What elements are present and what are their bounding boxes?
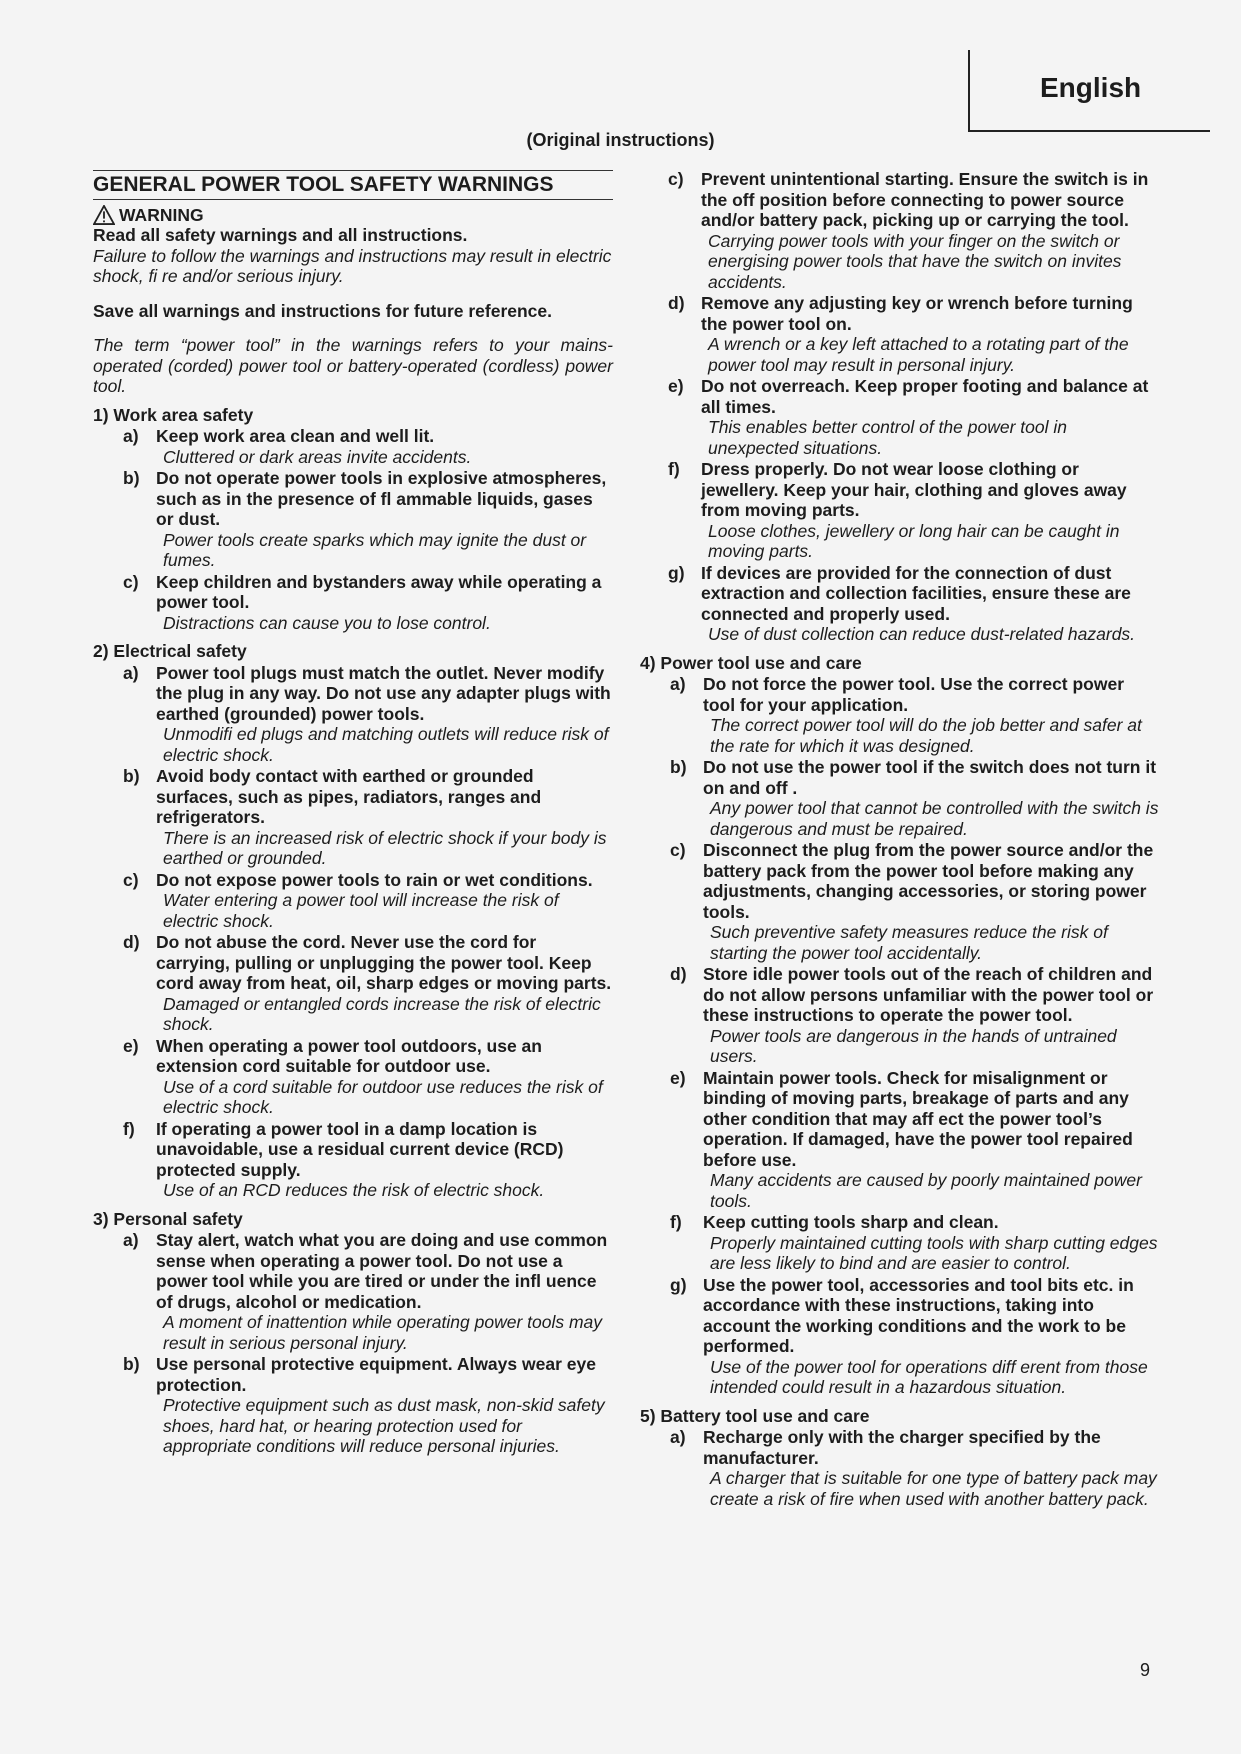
item-note: Distractions can cause you to lose control. bbox=[163, 612, 491, 633]
list-item: b) Do not use the power tool if the switch does not turn it on and off . bbox=[670, 757, 1157, 798]
item-note: Damaged or entangled cords increase the risk of electric shock. bbox=[163, 993, 601, 1034]
item-note: Any power tool that cannot be controlled with the switch is dangerous and must be repaired. bbox=[710, 798, 1159, 839]
warning-label: WARNING bbox=[119, 204, 204, 225]
section-personal-title: 3) Personal safety bbox=[93, 1208, 243, 1229]
list-item: b) Use personal protective equipment. Always wear eye protection. bbox=[123, 1354, 596, 1395]
warning-triangle-icon bbox=[93, 205, 115, 225]
item-note: Cluttered or dark areas invite accidents. bbox=[163, 446, 472, 467]
section-work-area-title: 1) Work area safety bbox=[93, 404, 254, 425]
item-note: Such preventive safety measures reduce the risk of starting the power tool accidentally. bbox=[710, 922, 1108, 963]
language-label: English bbox=[1040, 72, 1142, 103]
list-item: a) Keep work area clean and well lit. bbox=[123, 426, 435, 446]
list-item: d) Store idle power tools out of the reach of children and do not allow persons unfamiliar with the power tool or these instructions to operate the power tool. bbox=[670, 964, 1154, 1025]
list-item: a) Power tool plugs must match the outlet. Never modify the plug in any way. Do not use any adapter plugs with earthed (grounded) power tools. bbox=[123, 662, 611, 724]
list-item: d) Do not abuse the cord. Never use the cord for carrying, pulling or unplugging the power tool. Keep cord away from heat, oil, sharp edges or moving parts. bbox=[123, 932, 612, 993]
term-definition: The term “power tool” in the warnings refers to your mains-operated (corded) power tool or battery-operated (cordless) power tool. bbox=[93, 335, 613, 396]
section-electrical-title: 2) Electrical safety bbox=[93, 641, 247, 661]
section-tool-use-title: 4) Power tool use and care bbox=[640, 652, 862, 673]
original-instructions-label: (Original instructions) bbox=[526, 130, 715, 150]
item-note: Use of an RCD reduces the risk of electric shock. bbox=[163, 1180, 545, 1200]
item-note: Protective equipment such as dust mask, non-skid safety shoes, hard hat, or hearing protection used for appropriate conditions will reduce personal injuries. bbox=[163, 1395, 605, 1456]
list-item: d) Remove any adjusting key or wrench before turning the power tool on. bbox=[668, 293, 1133, 334]
list-item: g) Use the power tool, accessories and tool bits etc. in accordance with these instructions, taking into account the working conditions and the work to be performed. bbox=[670, 1274, 1134, 1356]
list-item: c) Disconnect the plug from the power source and/or the battery pack from the power tool before making any adjustments, changing accessories, or storing power tools. bbox=[670, 840, 1154, 922]
save-instructions: Save all warnings and instructions for future reference. bbox=[93, 300, 553, 321]
item-note: A moment of inattention while operating power tools may result in serious personal injury. bbox=[163, 1312, 603, 1353]
list-item: a) Do not force the power tool. Use the correct power tool for your application. bbox=[670, 674, 1125, 715]
list-item: g) If devices are provided for the connection of dust extraction and collection facilities, ensure these are connected and properly used. bbox=[668, 562, 1131, 624]
list-item: f) Keep cutting tools sharp and clean. bbox=[670, 1212, 999, 1232]
item-note: This enables better control of the power tool in unexpected situations. bbox=[708, 417, 1067, 458]
item-note: Properly maintained cutting tools with sharp cutting edges are less likely to bind and are easier to control. bbox=[710, 1232, 1158, 1273]
list-item: f) If operating a power tool in a damp location is unavoidable, use a residual current device (RCD) protected supply. bbox=[123, 1118, 564, 1180]
failure-note: Failure to follow the warnings and instructions may result in electric shock, fi re and/or serious injury. bbox=[93, 245, 612, 286]
list-item: f) Dress properly. Do not wear loose clothing or jewellery. Keep your hair, clothing and gloves away from moving parts. bbox=[668, 459, 1127, 520]
item-note: The correct power tool will do the job better and safer at the rate for which it was designed. bbox=[710, 715, 1142, 756]
list-item: c) Prevent unintentional starting. Ensure the switch is in the off position before connecting to power source and/or battery pack, picking up or carrying the tool. bbox=[668, 169, 1149, 230]
item-note: Power tools create sparks which may ignite the dust or fumes. bbox=[163, 529, 587, 570]
item-note: Many accidents are caused by poorly maintained power tools. bbox=[710, 1170, 1142, 1211]
left-column bbox=[93, 168, 613, 1457]
list-item: a) Recharge only with the charger specified by the manufacturer. bbox=[670, 1427, 1101, 1468]
item-note: Use of dust collection can reduce dust-related hazards. bbox=[708, 624, 1136, 644]
list-item: c) Do not expose power tools to rain or wet conditions. bbox=[123, 869, 593, 890]
item-note: Use of a cord suitable for outdoor use reduces the risk of electric shock. bbox=[163, 1076, 603, 1117]
list-item: e) Do not overreach. Keep proper footing and balance at all times. bbox=[668, 376, 1149, 417]
page-number: 9 bbox=[1140, 1660, 1151, 1680]
list-item: b) Do not operate power tools in explosive atmospheres, such as in the presence of fl ammable liquids, gases or dust. bbox=[123, 468, 607, 529]
item-note: A wrench or a key left attached to a rotating part of the power tool may result in personal injury. bbox=[708, 334, 1129, 375]
item-note: A charger that is suitable for one type of battery pack may create a risk of fire when used with another battery pack. bbox=[710, 1468, 1157, 1509]
section-battery-title: 5) Battery tool use and care bbox=[640, 1405, 870, 1426]
item-note: Unmodifi ed plugs and matching outlets will reduce risk of electric shock. bbox=[163, 724, 609, 765]
list-item: c) Keep children and bystanders away while operating a power tool. bbox=[123, 571, 602, 612]
right-column bbox=[640, 168, 1160, 1509]
list-item: e) When operating a power tool outdoors, use an extension cord suitable for outdoor use. bbox=[123, 1035, 542, 1076]
item-note: Use of the power tool for operations diff erent from those intended could result in a hazardous situation. bbox=[710, 1356, 1148, 1397]
warning-heading bbox=[93, 205, 613, 226]
item-note: Power tools are dangerous in the hands of untrained users. bbox=[710, 1025, 1117, 1066]
item-note: Loose clothes, jewellery or long hair can be caught in moving parts. bbox=[708, 520, 1120, 561]
page-title: GENERAL POWER TOOL SAFETY WARNINGS bbox=[93, 170, 613, 200]
item-note: There is an increased risk of electric shock if your body is earthed or grounded. bbox=[163, 827, 607, 868]
list-item: b) Avoid body contact with earthed or grounded surfaces, such as pipes, radiators, ranges and refrigerators. bbox=[123, 766, 542, 827]
item-note: Carrying power tools with your finger on the switch or energising power tools that have the switch on invites accidents. bbox=[708, 230, 1122, 292]
list-item: a) Stay alert, watch what you are doing and use common sense when operating a power tool. Do not use a power tool while you are tired or under the infl uence of drugs, alcohol or medication. bbox=[123, 1230, 608, 1312]
item-note: Water entering a power tool will increase the risk of electric shock. bbox=[163, 890, 559, 931]
read-instructions: Read all safety warnings and all instructions. bbox=[93, 225, 468, 245]
list-item: e) Maintain power tools. Check for misalignment or binding of moving parts, breakage of parts and any other condition that may aff ect the power tool’s operation. If damaged, have the power tool repaired before use. bbox=[670, 1067, 1133, 1170]
